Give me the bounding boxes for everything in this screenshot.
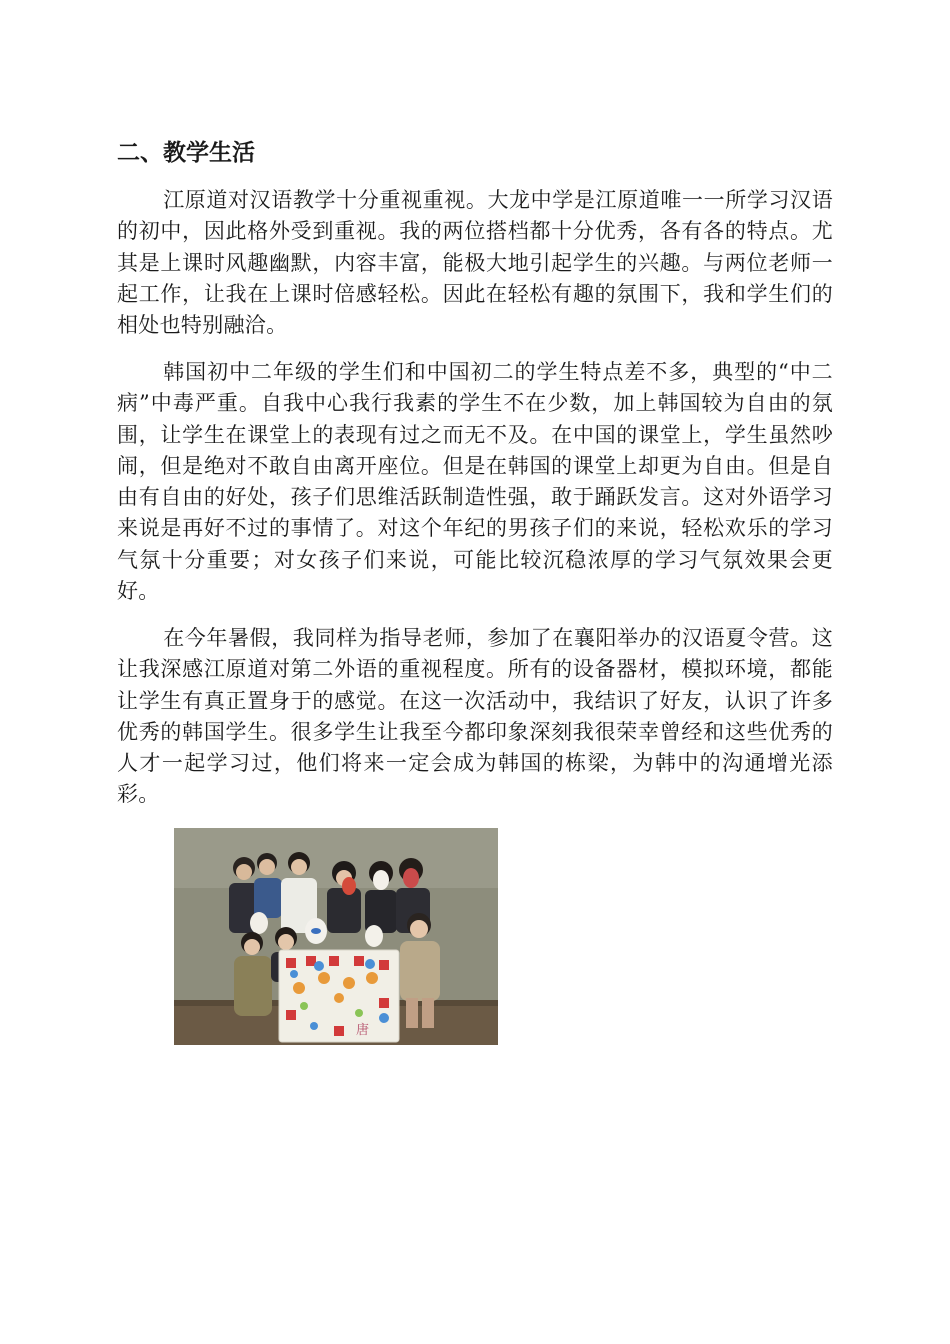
section-heading: 二、教学生活 [117, 140, 255, 166]
paragraph-summer-camp: 在今年暑假，我同样为指导老师，参加了在襄阳举办的汉语夏令营。这让我深感江原道对第二外语的重视程度。所有的设备器材，模拟环境，都能让学生有真正置身于的感觉。在这一次活动中，我结识了好友，认识了许多优秀的韩国学生。很多学生让我至今都印象深刻我很荣幸曾经和这些优秀的人才一起学习过，他们将来一定会成为韩国的栋梁，为韩中的沟通增光添彩。 [117, 626, 833, 807]
paragraph-student-traits: 韩国初中二年级的学生们和中国初二的学生特点差不多，典型的“中二病”中毒严重。自我中心我行我素的学生不在少数，加上韩国较为自由的氛围，让学生在课堂上的表现有过之而无不及。在中国的课堂上，学生虽然吵闹，但是绝对不敢自由离开座位。但是在韩国的课堂上却更为自由。但是自由有自由的好处，孩子们思维活跃制造性强，敢于踊跃发言。这对外语学习来说是再好不过的事情了。对这个年纪的男孩子们的来说，轻松欢乐的学习气氛十分重要；对女孩子们来说，可能比较沉稳浓厚的学习气氛效果会更好。 [117, 360, 833, 604]
group-photo [174, 828, 498, 1045]
poster [279, 950, 399, 1042]
paragraph-teaching-overview: 江原道对汉语教学十分重视重视。大龙中学是江原道唯一一所学习汉语的初中，因此格外受到重视。我的两位搭档都十分优秀，各有各的特点。尤其是上课时风趣幽默，内容丰富，能极大地引起学生的兴趣。与两位老师一起工作，让我在上课时倍感轻松。因此在轻松有趣的氛围下，我和学生们的相处也特别融洽。 [117, 188, 833, 338]
group-photo-illustration [174, 828, 498, 1045]
poster-character: 唐 [356, 1023, 370, 1038]
